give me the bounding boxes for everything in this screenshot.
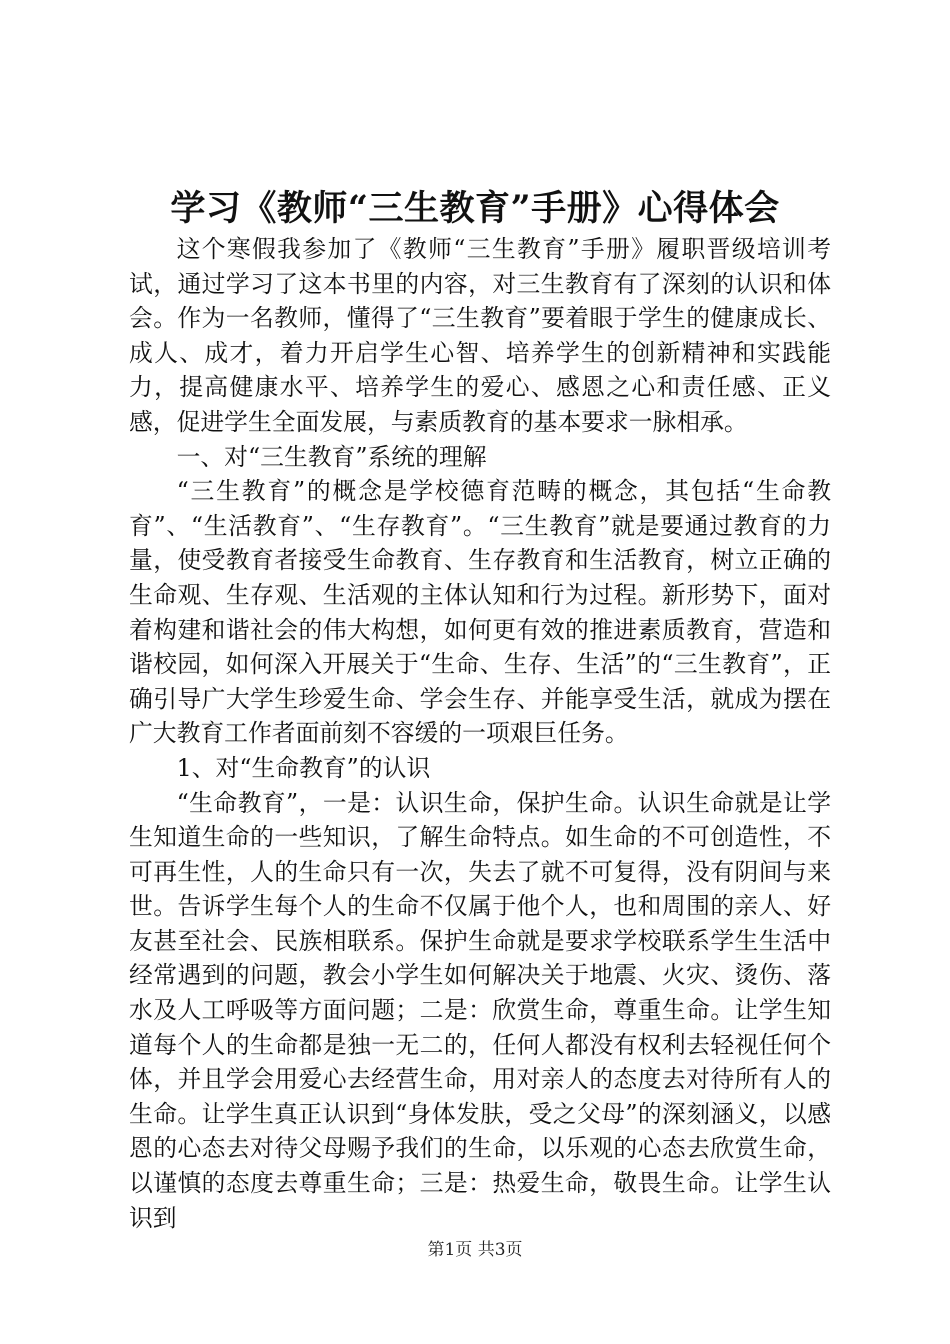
document-body	[129, 232, 831, 1235]
page-footer: 第1页 共3页	[427, 1240, 523, 1260]
section-heading-understanding: 一、对“三生教育”系统的理解	[176, 442, 487, 471]
life-education-paragraph: “生命教育”，一是：认识生命，保护生命。认识生命就是让学生知道生命的一些知识，了解生命特点。如生命的不可创造性，不可再生性，人的生命只有一次，失去了就不可复得，没有阴间与来世。告诉学生每个人的生命不仅属于他个人，也和周围的亲人、好友甚至社会、民族相联系。保护生命就是要求学校联系学生生活中经常遇到的问题，教会小学生如何解决关于地震、火灾、烫伤、落水及人工呼吸等方面问题；二是：欣赏生命，尊重生命。让学生知道每个人的生命都是独一无二的，任何人都没有权利去轻视任何个体，并且学会用爱心去经营生命，用对亲人的态度去对待所有人的生命。让学生真正认识到“身体发肤，受之父母”的深刻涵义，以感恩的心态去对待父母赐予我们的生命，以乐观的心态去欣赏生命，以谨慎的态度去尊重生命；三是：热爱生命，敬畏生命。让学生认识到	[129, 788, 831, 1232]
subsection-heading-life-education: 1、对“生命教育”的认识	[176, 753, 431, 782]
document-title: 学习《教师“三生教育”手册》心得体会	[170, 188, 780, 229]
understanding-paragraph: “三生教育”的概念是学校德育范畴的概念，其包括“生命教育”、“生活教育”、“生存教育”。“三生教育”就是要通过教育的力量，使受教育者接受生命教育、生存教育和生活教育，树立正确的生命观、生存观、生活观的主体认知和行为过程。新形势下，面对着构建和谐社会的伟大构想，如何更有效的推进素质教育，营造和谐校园，如何深入开展关于“生命、生存、生活”的“三生教育”，正确引导广大学生珍爱生命、学会生存、并能享受生活，就成为摆在广大教育工作者面前刻不容缓的一项艰巨任务。	[129, 477, 831, 748]
intro-paragraph: 这个寒假我参加了《教师“三生教育”手册》履职晋级培训考试，通过学习了这本书里的内容，对三生教育有了深刻的认识和体会。作为一名教师，懂得了“三生教育”要着眼于学生的健康成长、成人、成才，着力开启学生心智、培养学生的创新精神和实践能力，提高健康水平、培养学生的爱心、感恩之心和责任感、正义感，促进学生全面发展，与素质教育的基本要求一脉相承。	[129, 235, 831, 436]
